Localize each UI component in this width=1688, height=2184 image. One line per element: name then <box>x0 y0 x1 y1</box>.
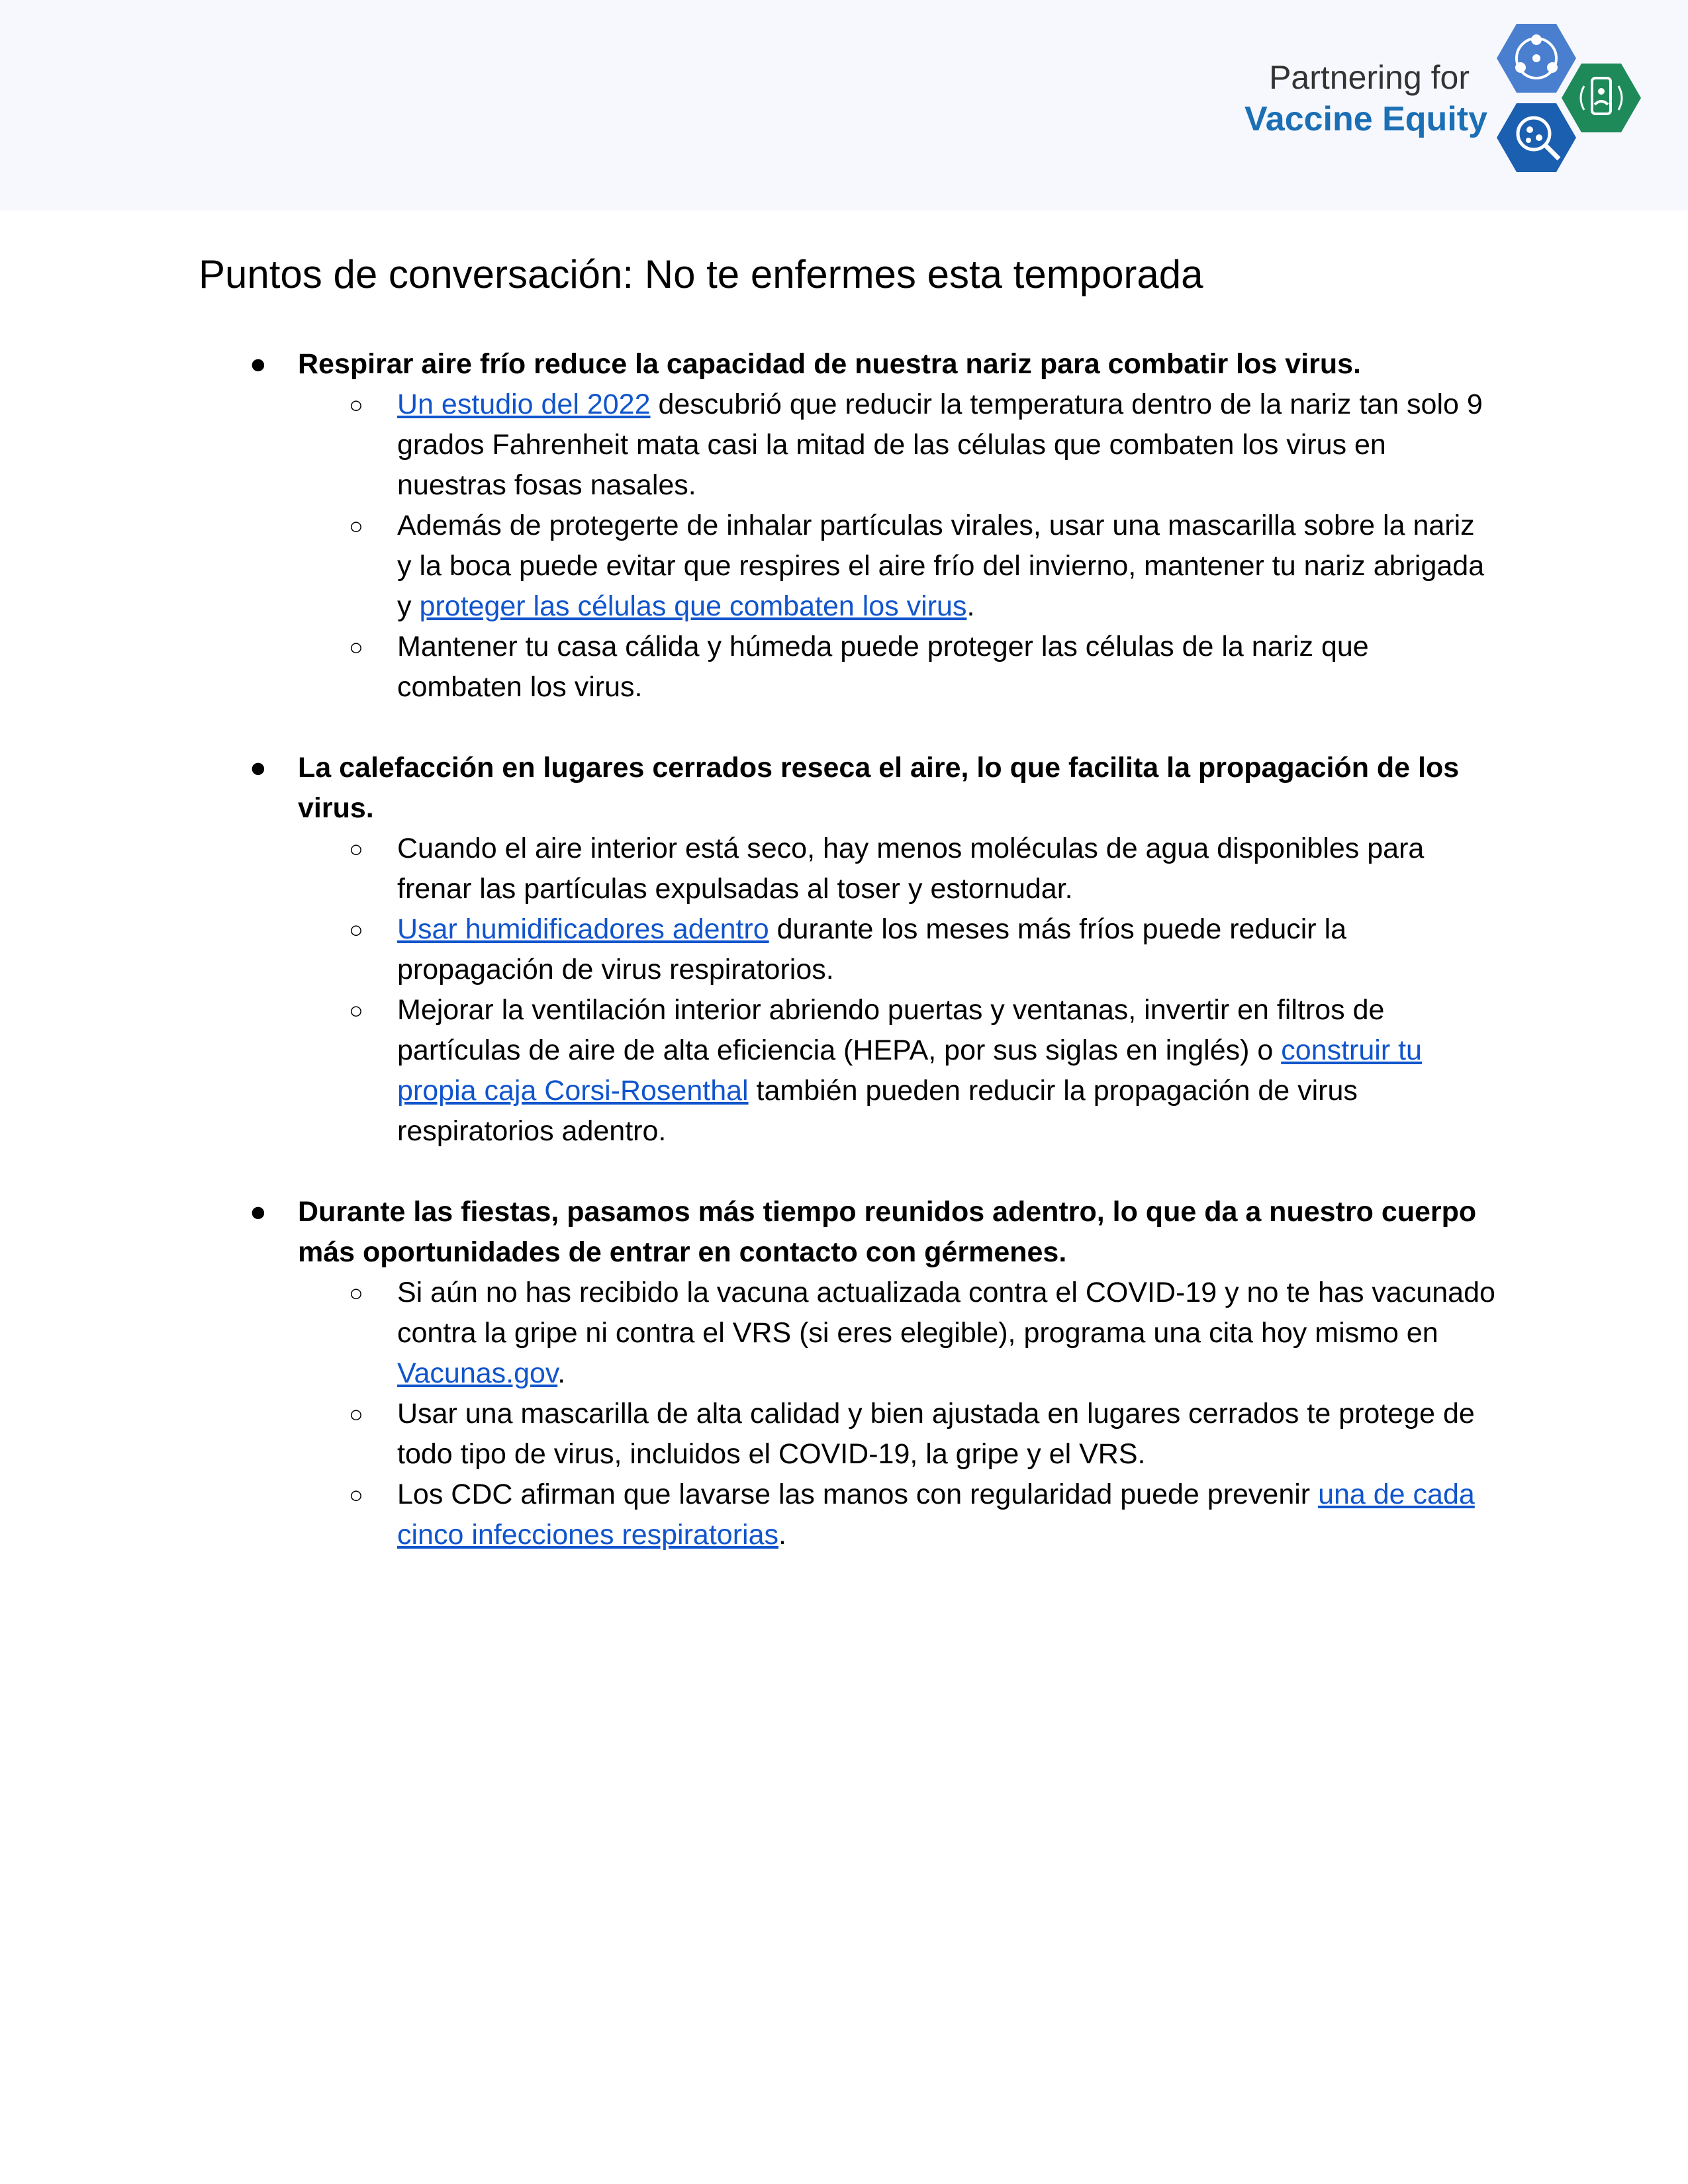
corsi-rosenthal-link[interactable]: construir tu propia caja Corsi-Rosenthal <box>397 1034 1422 1107</box>
bullet-icon: ● <box>250 1196 267 1228</box>
vacunas-gov-link[interactable]: Vacunas.gov <box>397 1357 558 1389</box>
list-item: ○ Los CDC afirman que lavarse las manos con regularidad puede prevenir una de cada cinco infecciones respiratorias. <box>199 1475 1496 1555</box>
mobile-phone-icon <box>1562 64 1641 132</box>
sub-bullet-icon: ○ <box>349 633 363 660</box>
sub-bullet-icon: ○ <box>349 391 363 418</box>
bullet-icon: ● <box>250 752 267 784</box>
respiratory-infections-link[interactable]: una de cada cinco infecciones respiratorias <box>397 1479 1475 1551</box>
talking-points-list <box>199 344 1496 1596</box>
list-item: ○ Usar una mascarilla de alta calidad y bien ajustada en lugares cerrados te protege de todo tipo de virus, incluidos el COVID-19, la gripe y el VRS. <box>199 1394 1496 1475</box>
logo-text-vaccine-equity: Vaccine Equity <box>1244 100 1487 138</box>
list-item: ○ Mantener tu casa cálida y húmeda puede proteger las células de la nariz que combaten los virus. <box>199 627 1496 707</box>
logo-text-partnering: Partnering for <box>1269 59 1470 96</box>
list-item: ○ Un estudio del 2022 descubrió que reducir la temperatura dentro de la nariz tan solo 9 grados Fahrenheit mata casi la mitad de las células que combaten los virus en nuestras fosas nasales. <box>199 385 1496 506</box>
sub-bullet-icon: ○ <box>349 1481 363 1508</box>
sub-bullet-icon: ○ <box>349 997 363 1024</box>
search-network-icon <box>1497 103 1576 172</box>
talking-point-section <box>199 344 1496 707</box>
sub-bullet-icon: ○ <box>349 1400 363 1428</box>
section-heading: ● La calefacción en lugares cerrados reseca el aire, lo que facilita la propagación de los virus. <box>199 748 1496 829</box>
study-2022-link[interactable]: Un estudio del 2022 <box>397 388 651 420</box>
community-network-icon <box>1497 24 1576 93</box>
list-item: ○ Mejorar la ventilación interior abriendo puertas y ventanas, invertir en filtros de partículas de aire de alta eficiencia (HEPA, por sus siglas en inglés) o construir tu propia caja Corsi-Rosenthal también pueden reducir la propagación de virus respiratorios adentro. <box>199 990 1496 1152</box>
bullet-icon: ● <box>250 348 267 380</box>
list-item: ○ Además de protegerte de inhalar partículas virales, usar una mascarilla sobre la nariz y la boca puede evitar que respires el aire frío del invierno, mantener tu nariz abrigada y proteger las células que combaten los virus. <box>199 506 1496 627</box>
sub-bullet-icon: ○ <box>349 1279 363 1306</box>
page-title: Puntos de conversación: No te enfermes esta temporada <box>199 252 1203 296</box>
list-item: ○ Si aún no has recibido la vacuna actualizada contra el COVID-19 y no te has vacunado contra la gripe ni contra el VRS (si eres elegible), programa una cita hoy mismo en Vacunas.gov. <box>199 1273 1496 1394</box>
talking-point-section <box>199 1192 1496 1555</box>
sub-bullet-icon: ○ <box>349 916 363 943</box>
list-item: ○ Cuando el aire interior está seco, hay menos moléculas de agua disponibles para frenar las partículas expulsadas al toser y estornudar. <box>199 829 1496 909</box>
section-heading: ● Durante las fiestas, pasamos más tiempo reunidos adentro, lo que da a nuestro cuerpo más oportunidades de entrar en contacto con gérmenes. <box>199 1192 1496 1273</box>
header-band <box>0 0 1688 210</box>
logo-hexagon-icons <box>1493 20 1665 182</box>
sub-bullet-icon: ○ <box>349 512 363 539</box>
protect-cells-link[interactable]: proteger las células que combaten los virus <box>419 590 967 622</box>
section-heading: ● Respirar aire frío reduce la capacidad de nuestra nariz para combatir los virus. <box>199 344 1496 385</box>
talking-point-section <box>199 748 1496 1152</box>
humidifiers-link[interactable]: Usar humidificadores adentro <box>397 913 769 945</box>
list-item: ○ Usar humidificadores adentro durante los meses más fríos puede reducir la propagación de virus respiratorios. <box>199 909 1496 990</box>
sub-bullet-icon: ○ <box>349 835 363 862</box>
